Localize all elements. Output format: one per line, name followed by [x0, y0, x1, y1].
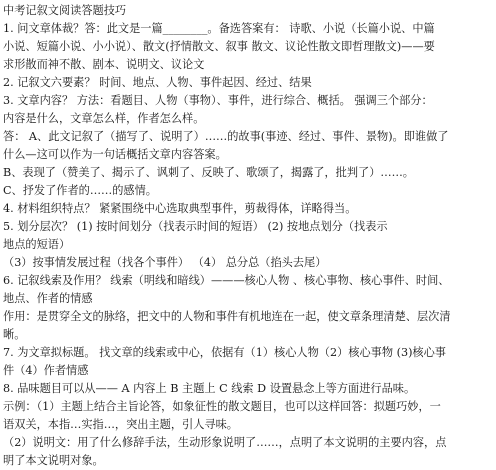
text-line: 地点、作者的情感	[3, 292, 93, 305]
text-line: 答： A、此文记叙了（描写了、说明了）……的故事(事迹、经过、事件、景物)。即谁做了	[3, 130, 449, 143]
text-line: 什么—这可以作为一句话概括文章内容答案。	[3, 148, 227, 161]
text-line: 件（4）作者情感	[3, 364, 89, 377]
text-line: 晰。	[3, 328, 26, 341]
text-line: 内容是什么，文章怎么样，作者怎么样。	[3, 112, 205, 125]
text-line: 4. 材料组织特点？ 紧紧围绕中心选取典型事件，剪裁得体，详略得当。	[3, 202, 357, 215]
text-line: 作用：是贯穿全文的脉络，把文中的人物和事件有机地连在一起，使文章条理清楚、层次清	[3, 310, 451, 323]
text-line: 5. 划分层次？ (1) 按时间划分（找表示时间的短语） (2) 按地点划分（找表示	[3, 220, 388, 233]
text-line: 明了本文说明对象。	[3, 454, 104, 467]
text-line: 2. 记叙文六要素？ 时间、地点、人物、事件起因、经过、结果	[3, 76, 312, 89]
text-line: B、表现了（赞美了、揭示了、讽刺了、反映了、歌颂了，揭露了，批判了）……。	[3, 166, 414, 179]
text-line: 6. 记叙线索及作用？ 线索（明线和暗线）———核心人物 、核心事物、核心事件、时间、	[3, 274, 450, 287]
text-line: （2）说明文：用了什么修辞手法，生动形象说明了……，点明了本文说明的主要内容，点	[3, 436, 447, 449]
text-line: 求形散而神不散、剧本、说明文、议论文	[3, 58, 205, 71]
text-line: 1. 问文章体裁？答：此文是一篇________。备选答案有： 诗歌、小说（长篇小说、中篇	[3, 22, 435, 35]
text-line: 7. 为文章拟标题。 找文章的线索或中心，依据有（1）核心人物（2）核心事物 (3)核心事	[3, 346, 446, 359]
text-line: （3）按事情发展过程（找各个事件） （4） 总分总（掐头去尾）	[3, 256, 327, 269]
text-line: C、抒发了作者的……的感情。	[3, 184, 157, 197]
text-line: 示例：（1）主题上结合主旨论答，如象征性的散文题目，也可以这样回答：拟题巧妙，一	[3, 400, 441, 413]
text-line: 3. 文章内容？ 方法：看题目、人物（事物）、事件，进行综合、概括。 强调三个部分：	[3, 94, 433, 107]
text-line: 小说、短篇小说、小小说）、散文(抒情散文、叙事 散文、议论性散文即哲理散文)——要	[3, 40, 435, 53]
document-title: 中考记叙文阅读答题技巧	[3, 4, 127, 17]
text-line: 语双关，本指…实指…，突出主题，引人寻味。	[3, 418, 238, 431]
text-line: 地点的短语）	[3, 238, 71, 251]
text-line: 8. 品味题目可以从—— A 内容上 B 主题上 C 线索 D 设置悬念上等方面进行品味。	[3, 382, 416, 395]
